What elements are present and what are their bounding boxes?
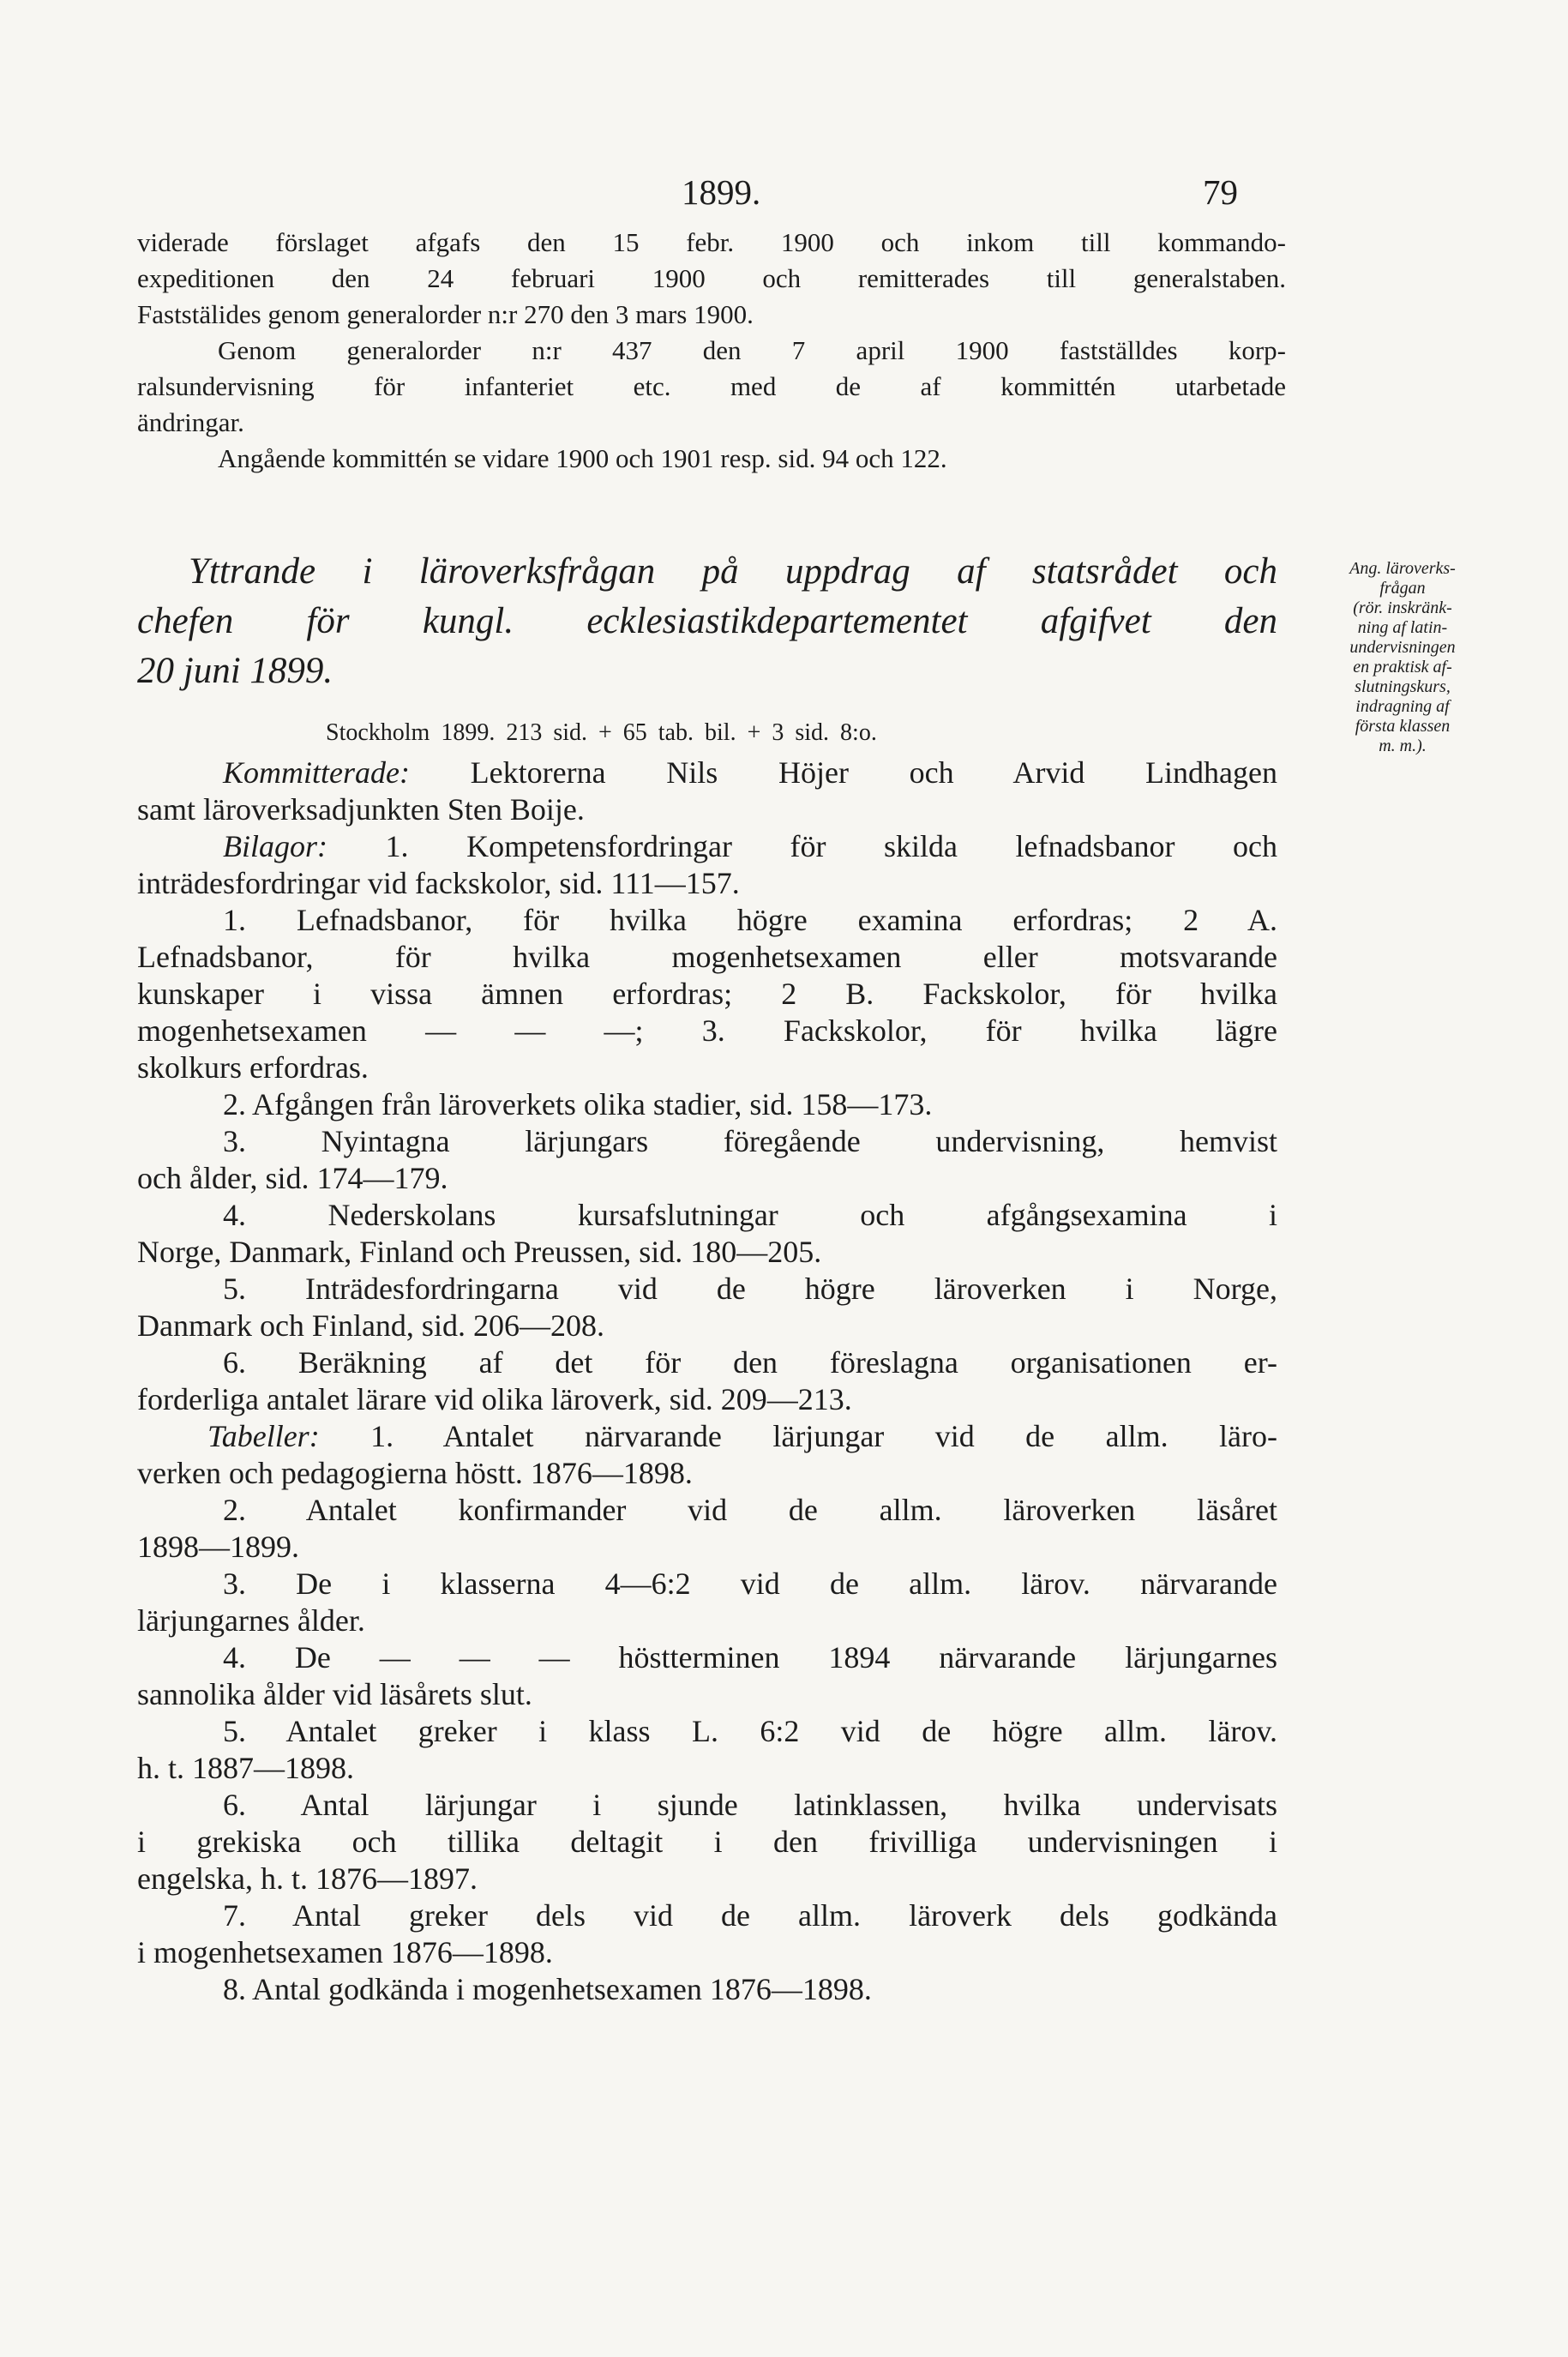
text-line: Danmark och Finland, sid. 206—208. xyxy=(137,1308,604,1343)
text-line: 2. Afgången från läroverkets olika stadier, sid. 158—173. xyxy=(223,1087,933,1121)
text-line xyxy=(137,755,1277,791)
title-line: chefen för kungl. ecklesiastikdepartementet afgifvet den xyxy=(137,601,1277,641)
text-line: kunskaper i vissa ämnen erfordras; 2 B. Fackskolor, för hvilka xyxy=(137,977,1277,1011)
text-line: expeditionen den 24 februari 1900 och remitterades till generalstaben. xyxy=(137,263,1286,293)
text-segment: 1. Antalet närvarande lärjungar vid de allm. läro- xyxy=(319,1419,1277,1453)
margin-note-line: ning af latin- xyxy=(1357,618,1448,637)
margin-note-line: frågan xyxy=(1379,579,1426,598)
page-number: 79 xyxy=(1203,172,1238,212)
tabeller-label: Tabeller: xyxy=(207,1419,320,1453)
text-line: forderliga antalet lärare vid olika läroverk, sid. 209—213. xyxy=(137,1382,852,1416)
text-line: viderade förslaget afgafs den 15 febr. 1900 och inkom till kommando- xyxy=(137,227,1286,257)
kommitterade-label: Kommitterade: xyxy=(223,755,410,790)
margin-note-line: första klassen xyxy=(1355,717,1451,736)
preceding-entry-text xyxy=(137,225,1286,477)
entry-body xyxy=(137,755,1277,2008)
text-line: 4. De — — — höstterminen 1894 närvarande lärjungarnes xyxy=(223,1640,1277,1675)
text-line: Genom generalorder n:r 437 den 7 april 1900 fastställdes korp- xyxy=(218,335,1286,365)
text-line: ralsundervisning för infanteriet etc. med de af kommittén utarbetade xyxy=(137,371,1286,401)
text-line: 1898—1899. xyxy=(137,1530,299,1564)
text-line: 3. Nyintagna lärjungars föregående undervisning, hemvist xyxy=(223,1124,1277,1158)
text-line: h. t. 1887—1898. xyxy=(137,1751,355,1785)
text-line: ändringar. xyxy=(137,407,244,437)
header-year: 1899. xyxy=(682,172,761,212)
text-line: sannolika ålder vid läsårets slut. xyxy=(137,1677,532,1711)
margin-note-line: slutningskurs, xyxy=(1355,677,1451,696)
text-line: mogenhetsexamen — — —; 3. Fackskolor, för hvilka lägre xyxy=(137,1013,1277,1048)
text-line: 2. Antalet konfirmander vid de allm. läroverken läsåret xyxy=(223,1493,1277,1527)
page-header xyxy=(0,171,1568,214)
text-line: engelska, h. t. 1876—1897. xyxy=(137,1861,478,1896)
text-line: i mogenhetsexamen 1876—1898. xyxy=(137,1935,553,1969)
text-line xyxy=(137,828,1277,865)
title-line: 20 juni 1899. xyxy=(137,651,333,691)
text-line: 5. Antalet greker i klass L. 6:2 vid de högre allm. lärov. xyxy=(223,1714,1277,1748)
margin-note-line: Ang. läroverks- xyxy=(1349,559,1456,578)
margin-note-line: (rör. inskränk- xyxy=(1353,598,1452,617)
imprint-line: Stockholm 1899. 213 sid. + 65 tab. bil. + 3 sid. 8:o. xyxy=(326,719,877,746)
margin-note xyxy=(1317,559,1488,756)
text-segment: Lektorerna Nils Höjer och Arvid Lindhagen xyxy=(409,755,1277,790)
text-line: samt läroverksadjunkten Sten Boije. xyxy=(137,792,585,827)
text-line: lärjungarnes ålder. xyxy=(137,1603,365,1638)
text-line: 7. Antal greker dels vid de allm. läroverk dels godkända xyxy=(223,1898,1277,1933)
title-line: Yttrande i läroverksfrågan på uppdrag af statsrådet och xyxy=(189,551,1277,592)
text-line: 6. Antal lärjungar i sjunde latinklassen, hvilka undervisats xyxy=(223,1788,1277,1822)
text-line: 6. Beräkning af det för den föreslagna organisationen er- xyxy=(223,1345,1277,1380)
margin-note-line: en praktisk af- xyxy=(1353,658,1452,676)
text-line: 5. Inträdesfordringarna vid de högre läroverken i Norge, xyxy=(223,1272,1277,1306)
text-line: Faststälides genom generalorder n:r 270 den 3 mars 1900. xyxy=(137,299,754,329)
text-line: 8. Antal godkända i mogenhetsexamen 1876—1898. xyxy=(223,1972,872,2006)
text-line xyxy=(137,1418,1277,1455)
text-line: Angående kommittén se vidare 1900 och 1901 resp. sid. 94 och 122. xyxy=(218,443,947,473)
text-line: och ålder, sid. 174—179. xyxy=(137,1161,448,1195)
text-line: skolkurs erfordras. xyxy=(137,1050,369,1085)
bilagor-label: Bilagor: xyxy=(223,829,327,863)
text-line: 3. De i klasserna 4—6:2 vid de allm. lärov. närvarande xyxy=(223,1566,1277,1601)
text-line: inträdesfordringar vid fackskolor, sid. 111—157. xyxy=(137,866,740,900)
entry-title xyxy=(137,547,1277,696)
text-line: Norge, Danmark, Finland och Preussen, sid. 180—205. xyxy=(137,1235,822,1269)
margin-note-line: undervisningen xyxy=(1349,638,1456,657)
margin-note-line: indragning af xyxy=(1355,697,1450,716)
text-line: Lefnadsbanor, för hvilka mogenhetsexamen eller motsvarande xyxy=(137,940,1277,974)
text-segment: 1. Kompetensfordringar för skilda lefnadsbanor och xyxy=(327,829,1277,863)
margin-note-line: m. m.). xyxy=(1379,737,1427,755)
text-line: 1. Lefnadsbanor, för hvilka högre examina erfordras; 2 A. xyxy=(223,903,1277,937)
text-line: i grekiska och tillika deltagit i den frivilliga undervisningen i xyxy=(137,1825,1277,1859)
text-line: verken och pedagogierna höstt. 1876—1898. xyxy=(137,1456,693,1490)
text-line: 4. Nederskolans kursafslutningar och afgångsexamina i xyxy=(223,1198,1277,1232)
